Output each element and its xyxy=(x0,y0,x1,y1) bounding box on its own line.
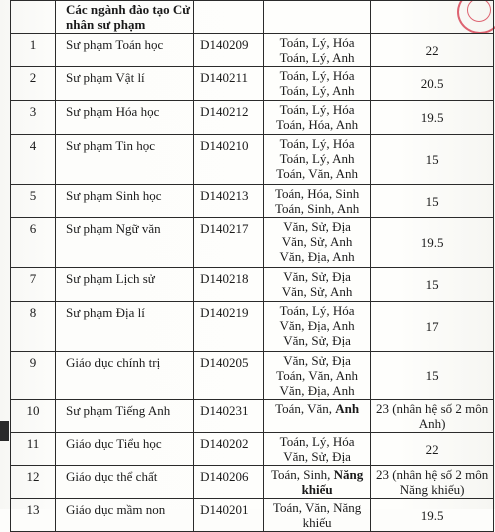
subject-combo: Toán, Sinh, Anh xyxy=(274,201,360,216)
row-major-name: Giáo dục thể chất xyxy=(56,466,194,499)
row-subject-combos xyxy=(264,101,371,135)
row-score: 15 xyxy=(371,268,494,302)
table-row xyxy=(11,34,494,67)
table-row xyxy=(11,352,494,400)
header-stt xyxy=(11,1,56,34)
row-score: 17 xyxy=(371,302,494,352)
row-score: 19.5 xyxy=(371,499,494,532)
subject-combo: Văn, Sử, Địa xyxy=(283,449,351,464)
subject-combo: Toán, Lý, Anh xyxy=(279,50,355,65)
score-note-line: Năng khiếu) xyxy=(399,482,465,497)
table-row xyxy=(11,67,494,101)
row-major-code: D140202 xyxy=(194,433,264,466)
row-stt: 7 xyxy=(11,268,56,302)
subject-combo: Toán, Văn, Anh xyxy=(276,368,359,383)
table-row xyxy=(11,101,494,135)
row-stt: 10 xyxy=(11,400,56,433)
row-major-code: D140210 xyxy=(194,135,264,185)
row-score: 20.5 xyxy=(371,67,494,101)
subject-combo xyxy=(267,401,367,416)
subject-combo: Văn, Sử, Địa xyxy=(283,269,351,284)
row-score: 15 xyxy=(371,352,494,400)
subject-combo-bold-part: khiếu xyxy=(301,482,333,497)
score-note-line: 23 (nhân hệ số 2 môn xyxy=(375,401,489,416)
admission-score-table xyxy=(10,0,494,532)
row-major-code: D140219 xyxy=(194,302,264,352)
row-score: 15 xyxy=(371,135,494,185)
header-major xyxy=(56,1,194,34)
row-major-name: Sư phạm Tin học xyxy=(56,135,194,185)
table-row xyxy=(11,400,494,433)
row-subject-combos xyxy=(264,352,371,400)
table-row xyxy=(11,218,494,268)
row-score: 22 xyxy=(371,34,494,67)
row-major-code: D140213 xyxy=(194,185,264,218)
row-major-name: Sư phạm Hóa học xyxy=(56,101,194,135)
table-header-row xyxy=(11,1,494,34)
row-subject-combos xyxy=(264,499,371,532)
row-subject-combos xyxy=(264,466,371,499)
row-stt: 11 xyxy=(11,433,56,466)
subject-combo: Toán, Lý, Hóa xyxy=(279,35,355,50)
table-row xyxy=(11,499,494,532)
row-stt: 3 xyxy=(11,101,56,135)
row-major-name: Sư phạm Sinh học xyxy=(56,185,194,218)
subject-combo: Toán, Lý, Hóa xyxy=(279,434,355,449)
subject-combo-part: Toán, Sinh, xyxy=(270,467,334,482)
row-score: 22 xyxy=(371,433,494,466)
row-major-name: Sư phạm Địa lí xyxy=(56,302,194,352)
row-stt: 9 xyxy=(11,352,56,400)
subject-combo-bold-part: Năng xyxy=(333,467,364,482)
row-subject-combos xyxy=(264,135,371,185)
score-note-line: Anh) xyxy=(418,416,446,431)
row-subject-combos xyxy=(264,400,371,433)
subject-combo: Văn, Sử, Địa xyxy=(283,333,351,348)
header-score xyxy=(371,1,494,34)
subject-combo: Văn, Địa, Anh xyxy=(279,318,355,333)
row-major-code: D140211 xyxy=(194,67,264,101)
subject-combo: Văn, Sử, Anh xyxy=(281,234,353,249)
row-stt: 12 xyxy=(11,466,56,499)
subject-combo: Văn, Sử, Địa xyxy=(283,219,351,234)
row-subject-combos xyxy=(264,185,371,218)
table-row xyxy=(11,302,494,352)
row-major-code: D140218 xyxy=(194,268,264,302)
row-major-name: Giáo dục mầm non xyxy=(56,499,194,532)
row-major-name: Giáo dục chính trị xyxy=(56,352,194,400)
row-stt: 8 xyxy=(11,302,56,352)
header-major-line2: nhân sư phạm xyxy=(66,17,146,32)
row-major-name: Sư phạm Vật lí xyxy=(56,67,194,101)
header-major-line1: Các ngành đào tạo Cử xyxy=(66,2,191,17)
table-row xyxy=(11,466,494,499)
subject-combo: Toán, Hóa, Anh xyxy=(276,117,359,132)
row-score: 19.5 xyxy=(371,218,494,268)
row-major-name: Sư phạm Ngữ văn xyxy=(56,218,194,268)
row-major-code: D140205 xyxy=(194,352,264,400)
subject-combo xyxy=(267,467,367,482)
row-major-name: Sư phạm Toán học xyxy=(56,34,194,67)
subject-combo-part: Toán, Văn, xyxy=(275,401,336,416)
row-stt: 2 xyxy=(11,67,56,101)
row-stt: 13 xyxy=(11,499,56,532)
row-major-code: D140201 xyxy=(194,499,264,532)
subject-combo: khiếu xyxy=(302,515,332,530)
subject-combo: Văn, Địa, Anh xyxy=(279,249,355,264)
row-subject-combos xyxy=(264,433,371,466)
row-major-code: D140231 xyxy=(194,400,264,433)
table-row xyxy=(11,185,494,218)
subject-combo: Văn, Địa, Anh xyxy=(279,383,355,398)
row-subject-combos xyxy=(264,218,371,268)
row-subject-combos xyxy=(264,268,371,302)
row-major-name: Sư phạm Tiếng Anh xyxy=(56,400,194,433)
row-score xyxy=(371,466,494,499)
row-major-name: Sư phạm Lịch sử xyxy=(56,268,194,302)
row-score: 19.5 xyxy=(371,101,494,135)
row-subject-combos xyxy=(264,67,371,101)
header-combo xyxy=(264,1,371,34)
row-stt: 4 xyxy=(11,135,56,185)
row-major-code: D140206 xyxy=(194,466,264,499)
row-score: 15 xyxy=(371,185,494,218)
row-major-code: D140217 xyxy=(194,218,264,268)
row-stt: 5 xyxy=(11,185,56,218)
row-stt: 6 xyxy=(11,218,56,268)
subject-combo: Toán, Lý, Hóa xyxy=(279,102,355,117)
scan-edge-mark xyxy=(0,421,9,441)
subject-combo-bold-part: Anh xyxy=(335,401,360,416)
subject-combo: Toán, Lý, Hóa xyxy=(279,303,355,318)
row-subject-combos xyxy=(264,302,371,352)
row-subject-combos xyxy=(264,34,371,67)
subject-combo: Văn, Sử, Địa xyxy=(283,353,351,368)
subject-combo: Toán, Lý, Hóa xyxy=(279,136,355,151)
row-major-code: D140209 xyxy=(194,34,264,67)
row-stt: 1 xyxy=(11,34,56,67)
table-row xyxy=(11,268,494,302)
row-score xyxy=(371,400,494,433)
subject-combo: Văn, Sử, Anh xyxy=(281,284,353,299)
subject-combo: Toán, Lý, Hóa xyxy=(279,68,355,83)
subject-combo: Toán, Hóa, Sinh xyxy=(274,186,360,201)
subject-combo: Toán, Lý, Anh xyxy=(279,151,355,166)
score-note-line: 23 (nhân hệ số 2 môn xyxy=(375,467,489,482)
subject-combo: Toán, Văn, Anh xyxy=(276,166,359,181)
table-row xyxy=(11,135,494,185)
header-code xyxy=(194,1,264,34)
row-major-code: D140212 xyxy=(194,101,264,135)
row-major-name: Giáo dục Tiểu học xyxy=(56,433,194,466)
table-row xyxy=(11,433,494,466)
subject-combo: Toán, Lý, Anh xyxy=(279,83,355,98)
subject-combo: Toán, Văn, Năng xyxy=(272,500,362,515)
